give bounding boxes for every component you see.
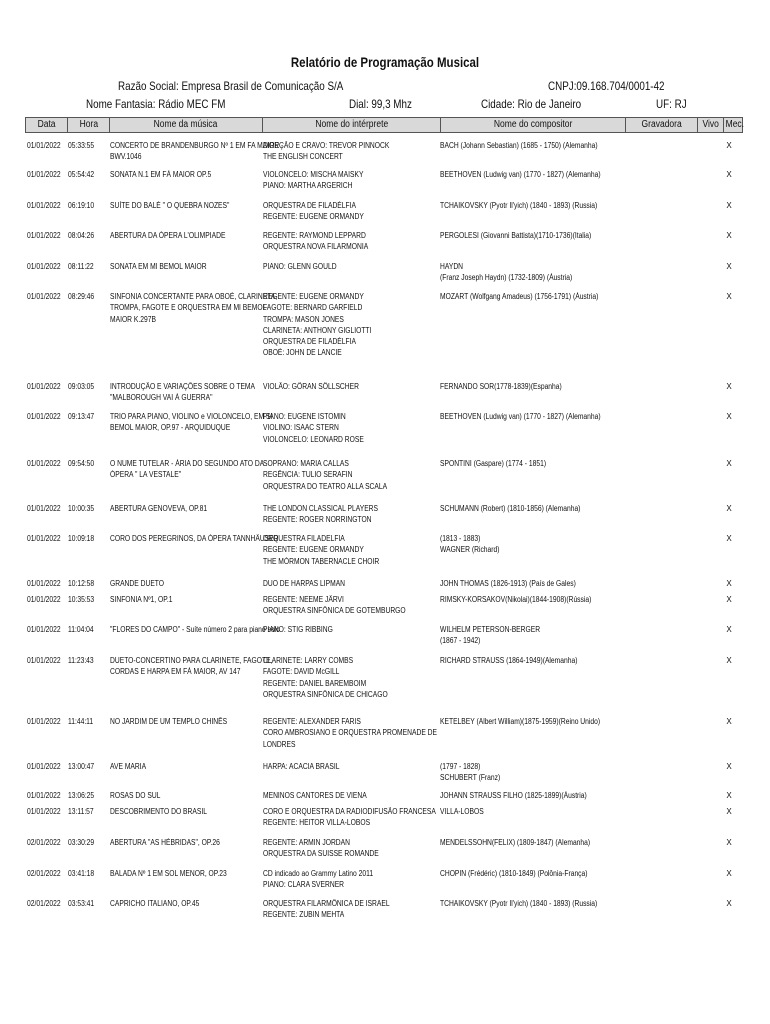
row-composer-line: MOZART (Wolfgang Amadeus) (1756-1791) (Áustria) [440, 292, 599, 301]
row-performer-line: HARPA: ACACIA BRASIL [263, 762, 340, 771]
row-mec-mark: X [726, 382, 732, 391]
row-music-title [110, 533, 279, 544]
row-performer [263, 261, 438, 272]
row-composer [440, 533, 630, 556]
row-music-title [110, 837, 265, 848]
row-performer-line: FAGOTE: DAVID McGILL [263, 667, 340, 677]
row-composer-line: SCHUMANN (Robert) (1810-1856) (Alemanha) [440, 504, 581, 513]
row-performer [263, 790, 438, 801]
row-music-title-line: CORDAS E HARPA EM FÁ MAIOR, AV 147 [110, 667, 241, 677]
row-composer [440, 200, 630, 211]
col-header-data: Data [26, 118, 68, 132]
row-music-title [110, 624, 280, 635]
row-performer-line: SOPRANO: MARIA CALLAS [263, 459, 349, 468]
row-composer-line: FERNANDO SOR(1778-1839)(Espanha) [440, 382, 562, 391]
row-music-title-line: BEMOL MAIOR, OP.97 - ARQUIDUQUE [110, 423, 231, 433]
row-composer [440, 381, 630, 392]
row-performer [263, 140, 438, 163]
row-music-title-line: SONATA EM MI BEMOL MAIOR [110, 262, 207, 271]
row-mec-mark: X [726, 625, 732, 634]
row-performer-line: PIANO: GLENN GOULD [263, 262, 337, 271]
row-music-title-line: CORO DOS PEREGRINOS, DA ÓPERA TANNHÄUSER [110, 534, 279, 543]
nome-fantasia: Nome Fantasia: Rádio MEC FM [86, 97, 226, 111]
row-performer-line: ORQUESTRA NOVA FILARMONIA [263, 242, 369, 252]
row-performer-line: CORO E ORQUESTRA DA RADIODIFUSÃO FRANCESA [263, 807, 436, 816]
razao-social: Razão Social: Empresa Brasil de Comunicação S/A [118, 79, 344, 93]
row-performer [263, 624, 438, 635]
row-music-title [110, 898, 265, 909]
row-time: 09:54:50 [68, 459, 95, 468]
row-performer-line: REGENTE: EUGENE ORMANDY [263, 212, 364, 222]
row-composer-line: JOHANN STRAUSS FILHO (1825-1899)(Áustria) [440, 791, 587, 800]
row-composer [440, 169, 630, 180]
row-performer-line: PIANO: MARTHA ARGERICH [263, 181, 353, 191]
row-music-title [110, 655, 273, 678]
row-time: 13:06:25 [68, 791, 95, 800]
row-music-title-line: NO JARDIM DE UM TEMPLO CHINÊS [110, 717, 228, 726]
row-performer [263, 578, 438, 589]
col-header-mec: Mec. [725, 119, 745, 130]
row-music-title-line: ROSAS DO SUL [110, 791, 161, 800]
row-performer-line: PIANO: EUGENE ISTOMIN [263, 412, 346, 421]
row-mec-mark: X [726, 292, 732, 301]
row-performer [263, 169, 438, 192]
row-date: 02/01/2022 [27, 899, 61, 908]
row-performer-line: MENINOS CANTORES DE VIENA [263, 791, 367, 800]
row-performer [263, 200, 438, 223]
row-time: 08:29:46 [68, 292, 95, 301]
row-performer [263, 806, 438, 829]
row-performer-line: REGENTE: EUGENE ORMANDY [263, 545, 364, 555]
row-performer-line: VIOLINO: ISAAC STERN [263, 423, 339, 433]
row-composer-line: WAGNER (Richard) [440, 545, 500, 555]
row-composer [440, 594, 630, 605]
row-performer-line: REGENTE: RAYMOND LEPPARD [263, 231, 366, 240]
row-performer [263, 868, 438, 891]
row-music-title [110, 806, 265, 817]
row-music-title-line: ABERTURA "AS HÉBRIDAS", OP.26 [110, 838, 220, 847]
row-composer-line: VILLA-LOBOS [440, 807, 484, 816]
row-time: 10:00:35 [68, 504, 95, 513]
row-date: 01/01/2022 [27, 141, 61, 150]
row-mec-mark: X [726, 459, 732, 468]
row-music-title [110, 868, 265, 879]
row-composer [440, 458, 630, 469]
row-date: 01/01/2022 [27, 382, 61, 391]
row-composer-line: (1813 - 1883) [440, 534, 481, 543]
row-performer-line: REGENTE: NEEME JÄRVI [263, 595, 344, 604]
row-date: 01/01/2022 [27, 504, 61, 513]
row-music-title [110, 594, 265, 605]
row-mec-mark: X [726, 262, 732, 271]
row-composer-line: BEETHOVEN (Ludwig van) (1770 - 1827) (Alemanha) [440, 170, 601, 179]
col-header-vivo: Vivo [698, 118, 724, 132]
row-music-title-line: TRIO PARA PIANO, VIOLINO e VIOLONCELO, EM SI [110, 412, 273, 421]
row-date: 01/01/2022 [27, 595, 61, 604]
row-composer-line: WILHELM PETERSON-BERGER [440, 625, 541, 634]
row-composer-line: CHOPIN (Frédéric) (1810-1849) (Polônia-França) [440, 869, 588, 878]
uf: UF: RJ [656, 97, 687, 111]
row-composer-line: TCHAIKOVSKY (Pyotr Il'yich) (1840 - 1893) (Russia) [440, 899, 598, 908]
row-time: 03:41:18 [68, 869, 95, 878]
row-composer [440, 230, 630, 241]
row-performer [263, 458, 438, 492]
row-time: 13:00:47 [68, 762, 95, 771]
row-date: 01/01/2022 [27, 292, 61, 301]
row-music-title [110, 169, 265, 180]
row-date: 01/01/2022 [27, 201, 61, 210]
row-performer-line: CD indicado ao Grammy Latino 2011 [263, 869, 374, 878]
row-date: 01/01/2022 [27, 231, 61, 240]
row-composer-line: KETELBEY (Albert William)(1875-1959)(Reino Unido) [440, 717, 601, 726]
row-music-title-line: ÓPERA " LA VESTALE" [110, 470, 182, 480]
row-music-title-line: CAPRICHO ITALIANO, OP.45 [110, 899, 200, 908]
row-performer-line: ORQUESTRA FILARMÔNICA DE ISRAEL [263, 899, 390, 908]
row-date: 01/01/2022 [27, 807, 61, 816]
row-mec-mark: X [726, 141, 732, 150]
row-composer-line: SPONTINI (Gaspare) (1774 - 1851) [440, 459, 547, 468]
row-performer-line: REGENTE: EUGENE ORMANDY [263, 292, 364, 301]
row-mec-mark: X [726, 201, 732, 210]
row-performer-line: FAGOTE: BERNARD GARFIELD [263, 303, 363, 313]
row-date: 02/01/2022 [27, 869, 61, 878]
row-date: 01/01/2022 [27, 262, 61, 271]
row-music-title-line: TROMPA, FAGOTE E ORQUESTRA EM MI BEMOL [110, 303, 267, 313]
row-performer-line: ORQUESTRA DE FILADÉLFIA [263, 337, 356, 347]
row-composer-line: SCHUBERT (Franz) [440, 773, 501, 783]
row-music-title-line: BWV.1046 [110, 152, 142, 162]
row-music-title-line: AVE MARIA [110, 762, 147, 771]
row-performer-line: PIANO: CLARA SVERNER [263, 880, 345, 890]
row-music-title-line: CONCERTO DE BRANDENBURGO Nº 1 EM FA MAIOR - [110, 141, 284, 150]
row-time: 10:35:53 [68, 595, 95, 604]
col-header-gravadora: Gravadora [626, 118, 698, 132]
row-mec-mark: X [726, 656, 732, 665]
row-music-title-line: "MALBOROUGH VAI À GUERRA" [110, 393, 213, 403]
row-time: 08:04:26 [68, 231, 95, 240]
row-time: 11:23:43 [68, 656, 94, 665]
col-header-compositor: Nome do compositor [441, 118, 626, 132]
row-composer [440, 655, 630, 666]
row-music-title-line: SONATA N.1 EM FÁ MAIOR OP.5 [110, 170, 212, 179]
col-header-interprete: Nome do intérprete [263, 118, 441, 132]
row-composer-line: TCHAIKOVSKY (Pyotr Il'yich) (1840 - 1893) (Russia) [440, 201, 598, 210]
row-performer-line: VIOLÃO: GÖRAN SÖLLSCHER [263, 382, 359, 391]
row-music-title-line: SINFONIA CONCERTANTE PARA OBOÉ, CLARINETA, [110, 292, 278, 301]
row-performer [263, 533, 438, 567]
row-music-title [110, 790, 265, 801]
row-music-title [110, 458, 265, 481]
row-performer-line: REGENTE: HEITOR VILLA-LOBOS [263, 818, 371, 828]
row-composer [440, 837, 630, 848]
cnpj: CNPJ:09.168.704/0001-42 [548, 79, 665, 93]
row-date: 01/01/2022 [27, 791, 61, 800]
row-music-title-line: "FLORES DO CAMPO" - Suíte número 2 para piano solo [110, 625, 280, 634]
row-performer-line: CLARINETE: LARRY COMBS [263, 656, 354, 665]
row-performer-line: LONDRES [263, 739, 296, 749]
row-performer-line: THE LONDON CLASSICAL PLAYERS [263, 504, 379, 513]
row-performer-line: ORQUESTRA SINFÔNICA DE CHICAGO [263, 689, 388, 699]
row-date: 01/01/2022 [27, 656, 61, 665]
row-music-title [110, 716, 265, 727]
row-music-title [110, 291, 278, 325]
row-music-title-line: DESCOBRIMENTO DO BRASIL [110, 807, 207, 816]
row-date: 01/01/2022 [27, 412, 61, 421]
row-performer-line: REGENTE: ROGER NORRINGTON [263, 515, 372, 525]
row-performer-line: ORQUESTRA DO TEATRO ALLA SCALA [263, 481, 388, 491]
row-date: 01/01/2022 [27, 717, 61, 726]
row-performer-line: DIREÇÃO E CRAVO: TREVOR PINNOCK [263, 141, 390, 150]
row-composer-line: BACH (Johann Sebastian) (1685 - 1750) (Alemanha) [440, 141, 598, 150]
row-music-title [110, 578, 265, 589]
row-performer-line: OBOÉ: JOHN DE LANCIE [263, 348, 342, 358]
row-performer-line: ORQUESTRA FILADELFIA [263, 534, 345, 543]
row-music-title [110, 503, 265, 514]
row-music-title-line: ABERTURA DA ÓPERA L'OLIMPIADE [110, 231, 226, 240]
row-time: 10:09:18 [68, 534, 95, 543]
row-composer-line: RICHARD STRAUSS (1864-1949)(Alemanha) [440, 656, 578, 665]
row-time: 03:30:29 [68, 838, 95, 847]
row-date: 01/01/2022 [27, 625, 61, 634]
row-performer-line: THE MÓRMON TABERNACLE CHOIR [263, 556, 380, 566]
row-time: 03:53:41 [68, 899, 95, 908]
row-music-title [110, 761, 265, 772]
row-composer-line: PERGOLESI (Giovanni Battista)(1710-1736)(Italia) [440, 231, 592, 240]
row-composer-line: RIMSKY-KORSAKOV(Nikolai)(1844-1908)(Rússia) [440, 595, 592, 604]
row-composer [440, 761, 630, 784]
row-composer [440, 898, 630, 909]
row-performer-line: PIANO: STIG RIBBING [263, 625, 333, 634]
report-title: Relatório de Programação Musical [290, 54, 480, 70]
row-music-title [110, 200, 265, 211]
row-mec-mark: X [726, 791, 732, 800]
row-performer [263, 655, 438, 700]
row-performer-line: CORO AMBROSIANO E ORQUESTRA PROMENADE DE [263, 728, 438, 738]
row-mec-mark: X [726, 807, 732, 816]
row-time: 10:12:58 [68, 579, 95, 588]
row-music-title-line: SINFONIA Nº1, OP.1 [110, 595, 173, 604]
row-composer [440, 578, 630, 589]
row-time: 09:03:05 [68, 382, 95, 391]
row-mec-mark: X [726, 595, 732, 604]
row-performer-line: REGENTE: DANIEL BAREMBOIM [263, 678, 367, 688]
row-mec-mark: X [726, 899, 732, 908]
row-performer [263, 230, 438, 253]
row-performer-line: ORQUESTRA DE FILADÉLFIA [263, 201, 356, 210]
row-composer [440, 868, 630, 879]
row-date: 01/01/2022 [27, 762, 61, 771]
row-composer-line: (1797 - 1828) [440, 762, 481, 771]
row-time: 08:11:22 [68, 262, 94, 271]
row-mec-mark: X [726, 412, 732, 421]
row-composer [440, 411, 630, 422]
row-mec-mark: X [726, 579, 732, 588]
row-performer [263, 291, 438, 359]
row-music-title-line: ABERTURA GENOVEVA, OP.81 [110, 504, 208, 513]
row-performer [263, 898, 438, 921]
row-mec-mark: X [726, 869, 732, 878]
row-performer-line: ORQUESTRA DA SUISSE ROMANDE [263, 849, 379, 859]
row-composer [440, 790, 630, 801]
row-performer-line: VIOLONCELO: MISCHA MAISKY [263, 170, 364, 179]
column-header-row [25, 117, 743, 133]
row-performer [263, 503, 438, 526]
row-performer [263, 411, 438, 445]
row-composer [440, 716, 630, 727]
row-performer-line: VIOLONCELO: LEONARD ROSE [263, 434, 364, 444]
row-composer [440, 624, 630, 647]
row-composer-line: MENDELSSOHN(FELIX) (1809-1847) (Alemanha) [440, 838, 591, 847]
row-performer-line: DUO DE HARPAS LIPMAN [263, 579, 346, 588]
row-mec-mark: X [726, 231, 732, 240]
row-composer [440, 806, 630, 817]
row-mec-mark: X [726, 838, 732, 847]
row-performer [263, 381, 438, 392]
row-mec-mark: X [726, 170, 732, 179]
row-performer-line: ORQUESTRA SINFÔNICA DE GOTEMBURGO [263, 606, 406, 616]
row-performer [263, 594, 438, 617]
row-music-title-line: GRANDE DUETO [110, 579, 165, 588]
row-music-title-line: BALADA Nº 1 EM SOL MENOR, OP.23 [110, 869, 227, 878]
row-performer-line: REGÊNCIA: TULIO SERAFIN [263, 470, 353, 480]
row-performer-line: TROMPA: MASON JONES [263, 314, 344, 324]
row-date: 01/01/2022 [27, 579, 61, 588]
row-music-title [110, 381, 265, 404]
row-music-title-line: MAIOR K.297B [110, 314, 156, 324]
row-time: 13:11:57 [68, 807, 94, 816]
row-music-title [110, 411, 273, 434]
row-mec-mark: X [726, 717, 732, 726]
row-music-title [110, 230, 265, 241]
row-date: 02/01/2022 [27, 838, 61, 847]
col-header-musica: Nome da música [110, 118, 263, 132]
row-mec-mark: X [726, 762, 732, 771]
row-performer-line: REGENTE: ZUBIN MEHTA [263, 910, 345, 920]
cidade: Cidade: Rio de Janeiro [481, 97, 582, 111]
row-music-title [110, 261, 265, 272]
row-composer-line: BEETHOVEN (Ludwig van) (1770 - 1827) (Alemanha) [440, 412, 601, 421]
row-performer-line: THE ENGLISH CONCERT [263, 152, 343, 162]
row-composer [440, 261, 630, 284]
row-time: 11:44:11 [68, 717, 94, 726]
row-performer-line: REGENTE: ALEXANDER FARIS [263, 717, 361, 726]
row-composer-line: (1867 - 1942) [440, 636, 481, 646]
row-music-title-line: O NUME TUTELAR - ÁRIA DO SEGUNDO ATO DA [110, 459, 265, 468]
row-time: 11:04:04 [68, 625, 94, 634]
row-composer-line: (Franz Joseph Haydn) (1732-1809) (Áustria) [440, 273, 573, 283]
row-music-title-line: DUETO-CONCERTINO PARA CLARINETE, FAGOTE, [110, 656, 273, 665]
row-mec-mark: X [726, 504, 732, 513]
row-music-title-line: SUÍTE DO BALÉ " O QUEBRA NOZES" [110, 201, 230, 210]
row-composer [440, 140, 630, 151]
row-composer-line: HAYDN [440, 262, 464, 271]
row-music-title-line: INTRODUÇÃO E VARIAÇÕES SOBRE O TEMA [110, 382, 256, 391]
row-performer-line: CLARINETA: ANTHONY GIGLIOTTI [263, 325, 372, 335]
row-time: 05:33:55 [68, 141, 95, 150]
row-time: 09:13:47 [68, 412, 95, 421]
row-mec-mark: X [726, 534, 732, 543]
col-header-hora: Hora [68, 118, 110, 132]
row-time: 05:54:42 [68, 170, 95, 179]
row-performer [263, 837, 438, 860]
row-composer [440, 291, 630, 302]
row-composer-line: JOHN THOMAS (1826-1913) (País de Gales) [440, 579, 576, 588]
row-performer [263, 761, 438, 772]
row-date: 01/01/2022 [27, 459, 61, 468]
row-date: 01/01/2022 [27, 170, 61, 179]
dial: Dial: 99,3 Mhz [349, 97, 412, 111]
row-performer [263, 716, 438, 750]
row-composer [440, 503, 630, 514]
row-music-title [110, 140, 284, 163]
row-date: 01/01/2022 [27, 534, 61, 543]
row-time: 06:19:10 [68, 201, 95, 210]
row-performer-line: REGENTE: ARMIN JORDAN [263, 838, 351, 847]
